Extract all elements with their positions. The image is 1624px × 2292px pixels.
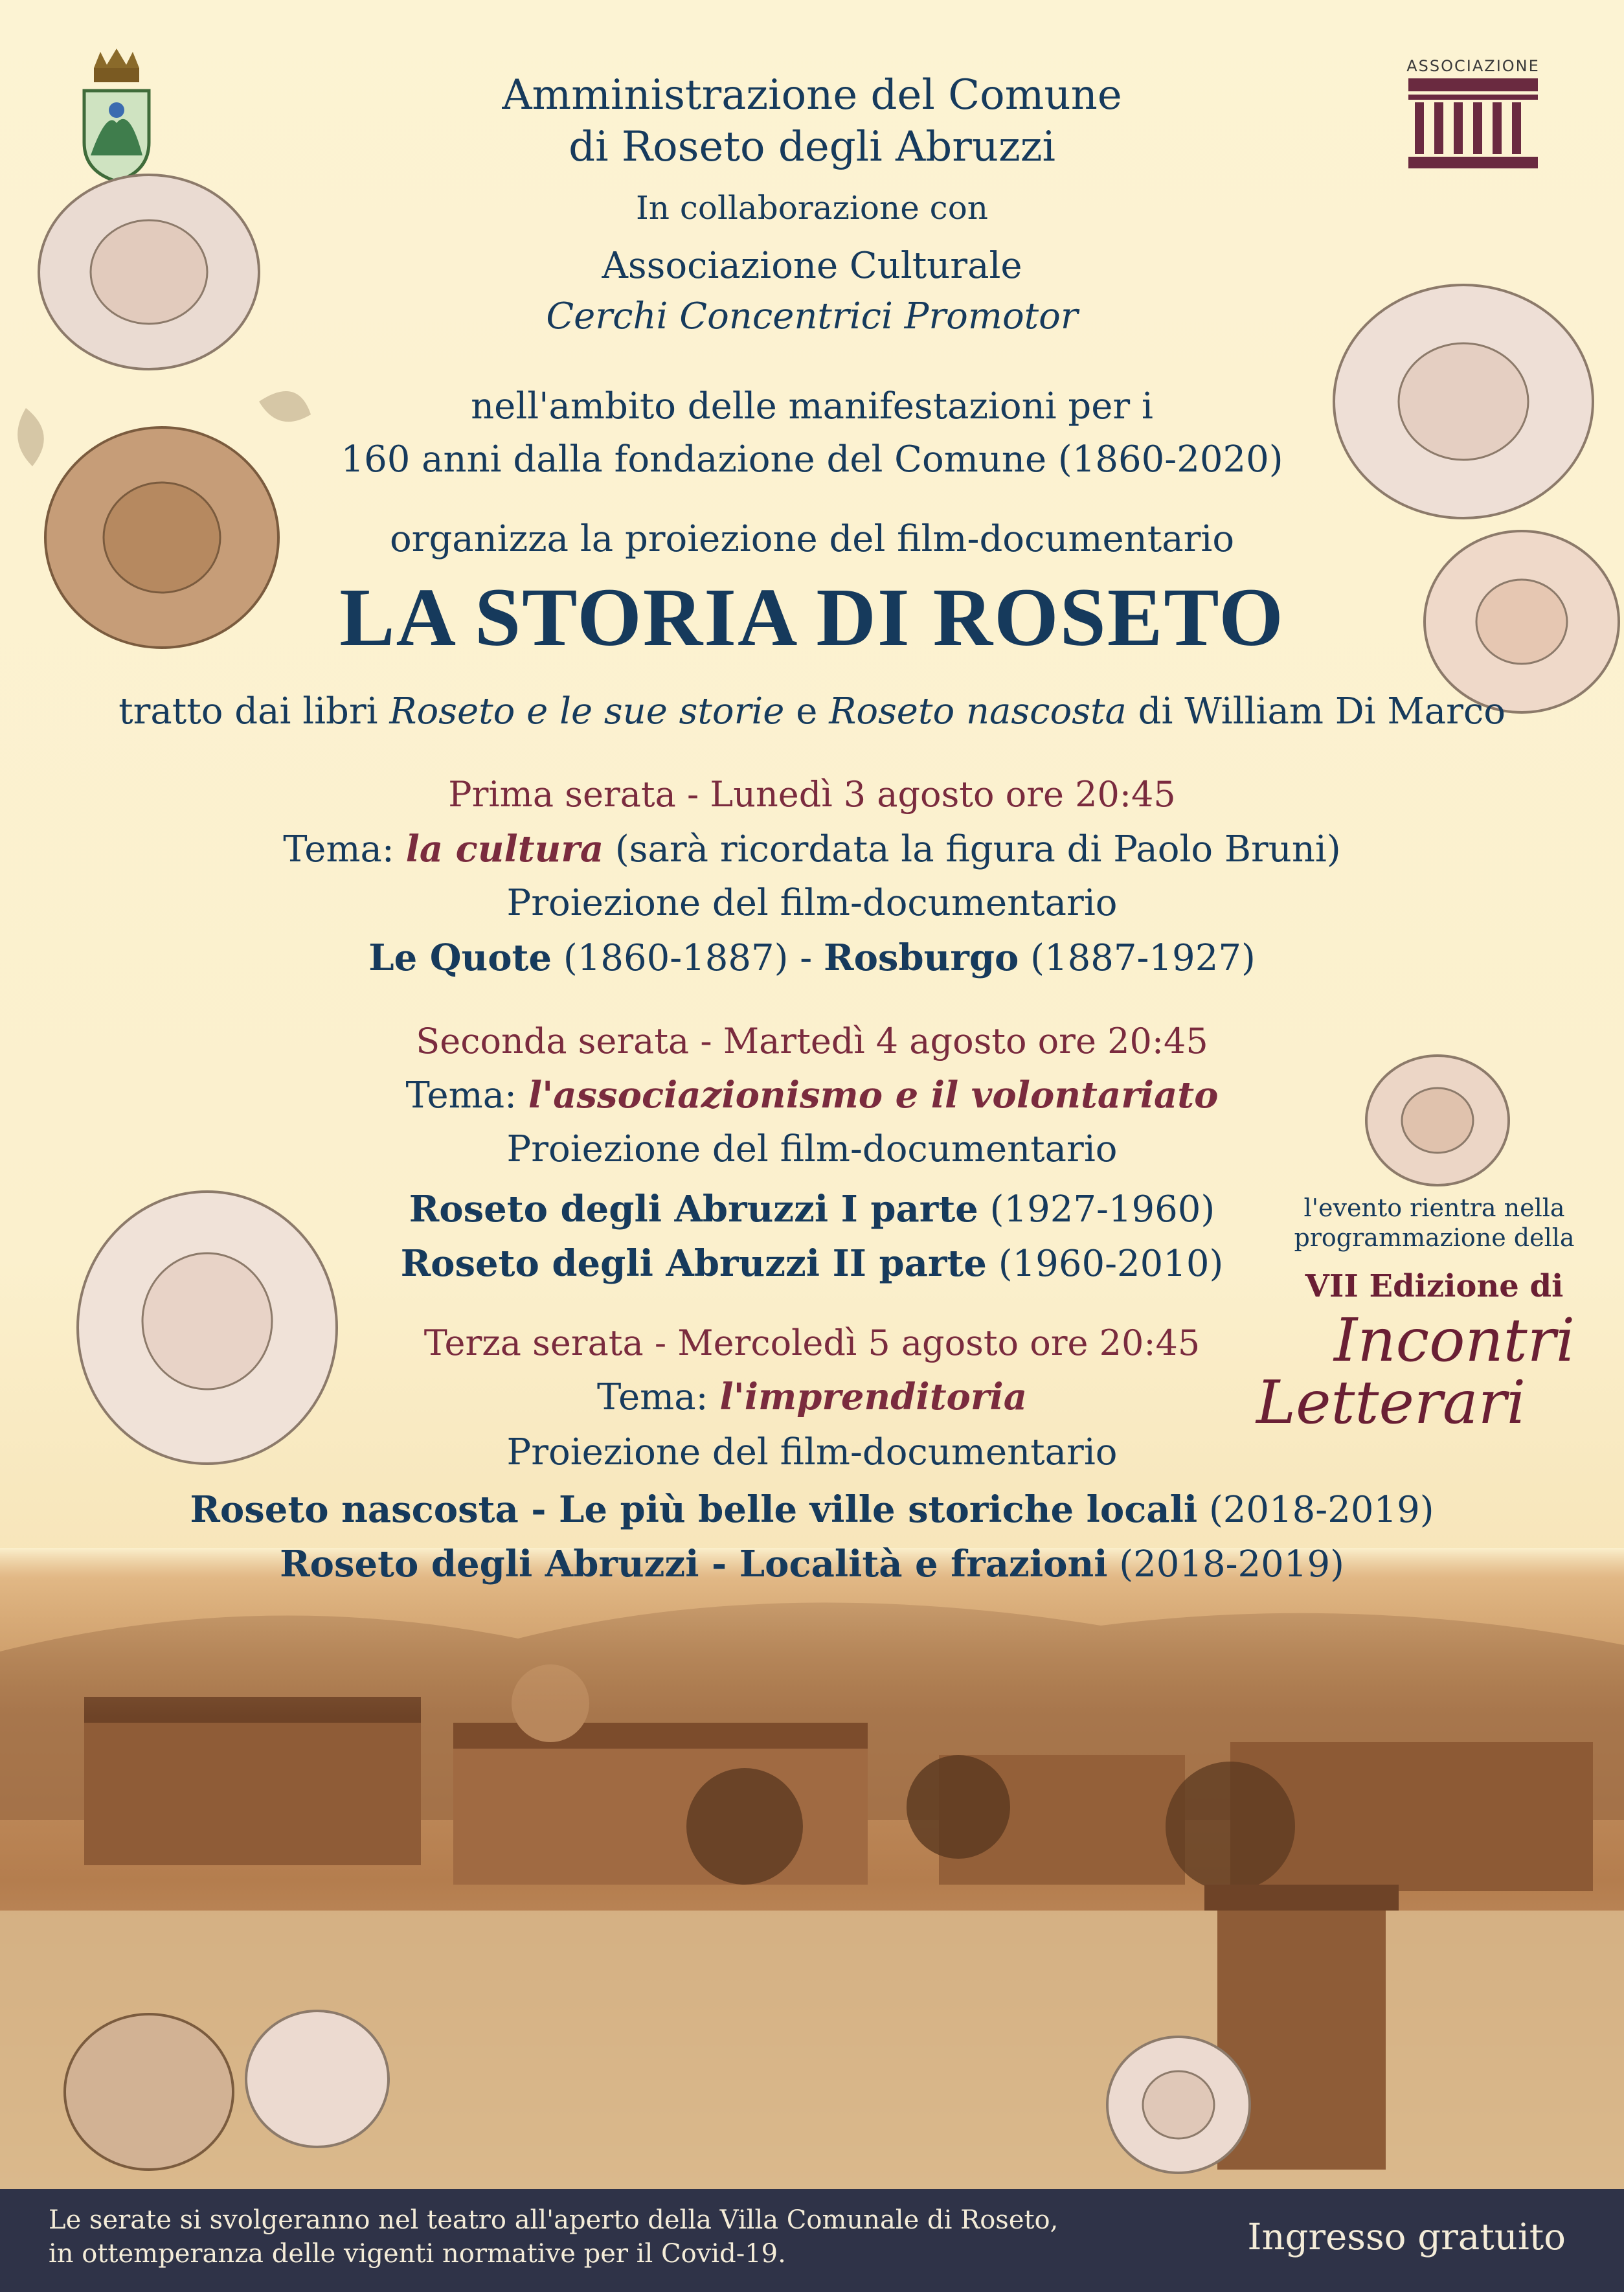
book-title-1: Roseto e le sue storie bbox=[389, 690, 785, 732]
film-title: Roseto nascosta - Le più belle ville storiche locali bbox=[190, 1488, 1198, 1531]
tema-label: Tema: bbox=[283, 828, 406, 870]
film-title: Roseto degli Abruzzi II parte bbox=[400, 1242, 987, 1285]
tratto-mid: e bbox=[784, 690, 829, 732]
film-years: (2018-2019) bbox=[1107, 1543, 1344, 1585]
footer-line-1: Le serate si svolgeranno nel teatro all'aperto della Villa Comunale di Roseto, bbox=[49, 2205, 1059, 2235]
film-years: (1927-1960) bbox=[978, 1188, 1215, 1231]
evening-1-proiezione: Proiezione del film-documentario bbox=[506, 882, 1118, 924]
header-line-1: Amministrazione del Comune bbox=[502, 71, 1122, 119]
side-note-line-1: l'evento rientra nella bbox=[1303, 1194, 1565, 1222]
film-title: Rosburgo bbox=[824, 936, 1019, 979]
film-years: (1960-2010) bbox=[986, 1243, 1224, 1285]
tratto-post: di William Di Marco bbox=[1126, 690, 1506, 732]
organizza-text: organizza la proiezione del film-documentario bbox=[389, 518, 1235, 560]
header-line-2: di Roseto degli Abruzzi bbox=[569, 123, 1055, 171]
evening-3-film-1 bbox=[0, 1488, 1624, 1531]
evening-2-heading: Seconda serata - Martedì 4 agosto ore 20:45 bbox=[416, 1021, 1208, 1061]
association-name: Cerchi Concentrici Promotor bbox=[546, 295, 1078, 337]
rose-illustration-bottom-left bbox=[52, 1982, 414, 2189]
collaboration-text: In collaborazione con bbox=[636, 189, 988, 227]
book-title-2: Roseto nascosta bbox=[829, 690, 1127, 732]
footer-line-2: in ottemperanza delle vigenti normative per il Covid-19. bbox=[49, 2239, 786, 2269]
evening-3-tema-value: l'imprenditoria bbox=[719, 1376, 1027, 1418]
tratto-pre: tratto dai libri bbox=[118, 690, 390, 732]
evening-1-film-1 bbox=[0, 936, 1624, 979]
letterari-script: Letterari bbox=[1256, 1368, 1526, 1437]
evening-1-tema bbox=[0, 828, 1624, 870]
evening-1-tema-extra: (sarà ricordata la figura di Paolo Bruni) bbox=[603, 828, 1341, 870]
film-years: (1887-1927) bbox=[1019, 937, 1256, 979]
evening-1-tema-value: la cultura bbox=[405, 828, 604, 870]
incontri-script: Incontri bbox=[1334, 1306, 1575, 1375]
film-title: Roseto degli Abruzzi I parte bbox=[409, 1188, 978, 1231]
ambito-line-2: 160 anni dalla fondazione del Comune (1860-2020) bbox=[341, 438, 1283, 481]
evening-1-heading: Prima serata - Lunedì 3 agosto ore 20:45 bbox=[448, 774, 1176, 815]
evening-3-film-2 bbox=[0, 1543, 1624, 1585]
side-note bbox=[1269, 1193, 1599, 1253]
evening-3-heading: Terza serata - Mercoledì 5 agosto ore 20:45 bbox=[423, 1322, 1201, 1363]
footer-bar bbox=[0, 2189, 1624, 2292]
rose-illustration-middle-right bbox=[1340, 1043, 1535, 1198]
film-years: (1860-1887) - bbox=[552, 937, 824, 979]
evening-2-tema-value: l'associazionismo e il volontariato bbox=[528, 1074, 1219, 1117]
tema-label: Tema: bbox=[597, 1376, 720, 1418]
ambito-line-1: nell'ambito delle manifestazioni per i bbox=[471, 385, 1153, 427]
film-title: Le Quote bbox=[368, 936, 552, 979]
evening-2-proiezione: Proiezione del film-documentario bbox=[506, 1128, 1118, 1170]
tema-label: Tema: bbox=[405, 1074, 528, 1117]
association-label: Associazione Culturale bbox=[602, 245, 1022, 287]
rose-illustration-bottom-center bbox=[1094, 2014, 1263, 2189]
film-title: Roseto degli Abruzzi - Località e frazioni bbox=[280, 1543, 1108, 1585]
edition-label: VII Edizione di bbox=[1305, 1268, 1564, 1304]
film-years: (2018-2019) bbox=[1197, 1489, 1434, 1531]
side-note-line-2: programmazione della bbox=[1294, 1223, 1575, 1252]
free-entry-label: Ingresso gratuito bbox=[1247, 2216, 1566, 2258]
footer-note bbox=[49, 2203, 1058, 2271]
evening-3-proiezione: Proiezione del film-documentario bbox=[506, 1431, 1118, 1473]
association-logo-text: ASSOCIAZIONE bbox=[1406, 57, 1540, 75]
source-books-line bbox=[0, 690, 1624, 732]
evening-2-tema bbox=[0, 1074, 1624, 1117]
page-title: LA STORIA DI ROSETO bbox=[339, 571, 1285, 663]
